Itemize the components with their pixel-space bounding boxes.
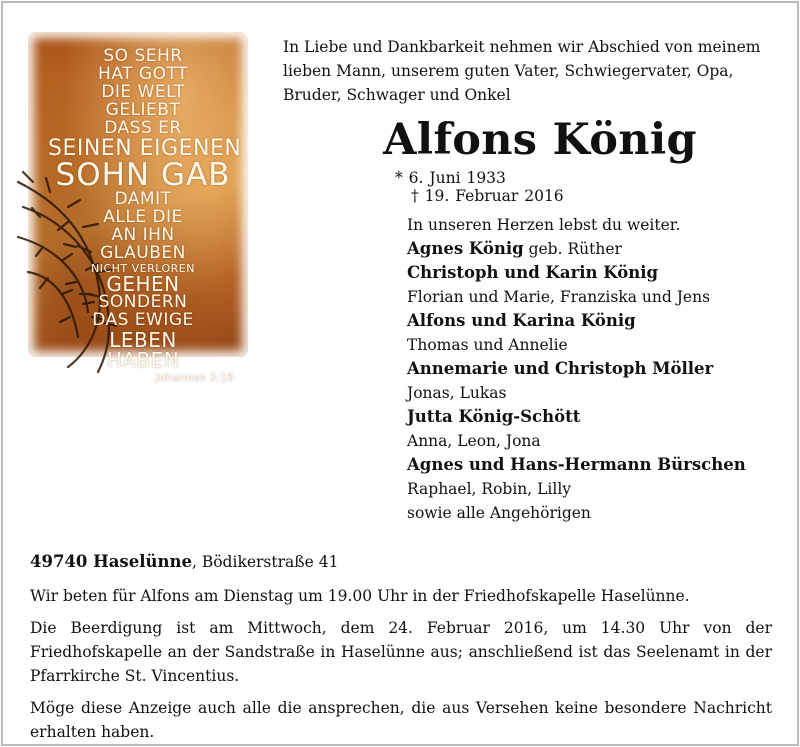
verse-line: SONDERN <box>98 292 188 312</box>
mourner-name: Annemarie und Christoph Möller <box>407 359 714 378</box>
verse-line: ALLE DIE <box>103 207 183 227</box>
verse-line: DASS ER <box>104 118 182 138</box>
mourner-children: Raphael, Robin, Lilly <box>407 480 572 498</box>
verse-line: AN IHN <box>111 225 175 245</box>
verse-line: GEHEN <box>106 272 180 296</box>
intro-line: In Liebe und Dankbarkeit nehmen wir Abschied von meinem <box>283 38 761 56</box>
verse-line: GELIEBT <box>105 100 181 120</box>
mourner-entry <box>407 309 787 333</box>
bible-verse-text <box>48 46 242 384</box>
intro-line: Bruder, Schwager und Onkel <box>283 86 511 104</box>
life-dates <box>395 169 675 205</box>
mourner-name: Alfons und Karina König <box>407 311 636 330</box>
mourners-list <box>407 213 787 525</box>
mourner-name: Agnes König <box>407 239 524 258</box>
mourner-children: Florian und Marie, Franziska und Jens <box>407 288 711 306</box>
verse-line: DIE WELT <box>101 82 185 102</box>
mourner-entry <box>407 357 787 381</box>
mourner-birth-name: geb. Rüther <box>523 240 622 258</box>
birth-date: * 6. Juni 1933 <box>395 169 506 187</box>
verse-line: DAS EWIGE <box>92 310 194 330</box>
verse-line: GLAUBEN <box>100 243 186 263</box>
verse-line: SO SEHR <box>103 46 183 66</box>
service-details <box>30 550 772 744</box>
intro-line: lieben Mann, unserem guten Vater, Schwiegervater, Opa, <box>283 62 734 80</box>
general-notice: Möge diese Anzeige auch alle die ansprechen, die aus Versehen keine besondere Nachricht erhalten haben. <box>30 699 772 741</box>
mourner-entry <box>407 453 787 477</box>
motto: In unseren Herzen lebst du weiter. <box>407 216 681 234</box>
verse-line: HABEN <box>106 348 180 372</box>
verse-line: LEBEN <box>109 328 177 352</box>
mourners-closing: sowie alle Angehörigen <box>407 504 591 522</box>
intro-text <box>283 35 775 107</box>
mourner-children: Jonas, Lukas <box>407 384 507 402</box>
address <box>30 550 772 574</box>
verse-line: DAMIT <box>114 189 172 209</box>
verse-reference: Johannes 3:16 <box>155 371 234 384</box>
mourner-entry <box>407 405 787 429</box>
deceased-name: Alfons König <box>383 115 697 165</box>
verse-line: SOHN GAB <box>55 157 231 193</box>
mourner-entry <box>407 237 787 261</box>
mourner-name: Jutta König-Schött <box>407 407 581 426</box>
prayer-notice: Wir beten für Alfons am Dienstag um 19.00 Uhr in der Friedhofskapelle Haselünne. <box>30 587 690 605</box>
mourner-children: Thomas und Annelie <box>407 336 568 354</box>
mourner-name: Christoph und Karin König <box>407 263 659 282</box>
bible-verse-picture <box>28 32 248 384</box>
mourner-name: Agnes und Hans-Hermann Bürschen <box>407 455 746 474</box>
verse-line: SEINEN EIGENEN <box>48 136 242 161</box>
verse-line: HAT GOTT <box>98 64 188 84</box>
verse-line: NICHT VERLOREN <box>91 262 195 275</box>
death-date: † 19. Februar 2016 <box>411 187 564 205</box>
address-city: 49740 Haselünne <box>30 552 192 571</box>
mourner-entry <box>407 261 787 285</box>
address-street: , Bödikerstraße 41 <box>191 553 339 571</box>
mourner-children: Anna, Leon, Jona <box>407 432 541 450</box>
funeral-notice: Die Beerdigung ist am Mittwoch, dem 24. Februar 2016, um 14.30 Uhr von der Friedhofskapelle an der Sandstraße in Haselünne aus; anschließend ist das Seelenamt in der Pfarrkirche St. Vincentius. <box>30 619 772 685</box>
